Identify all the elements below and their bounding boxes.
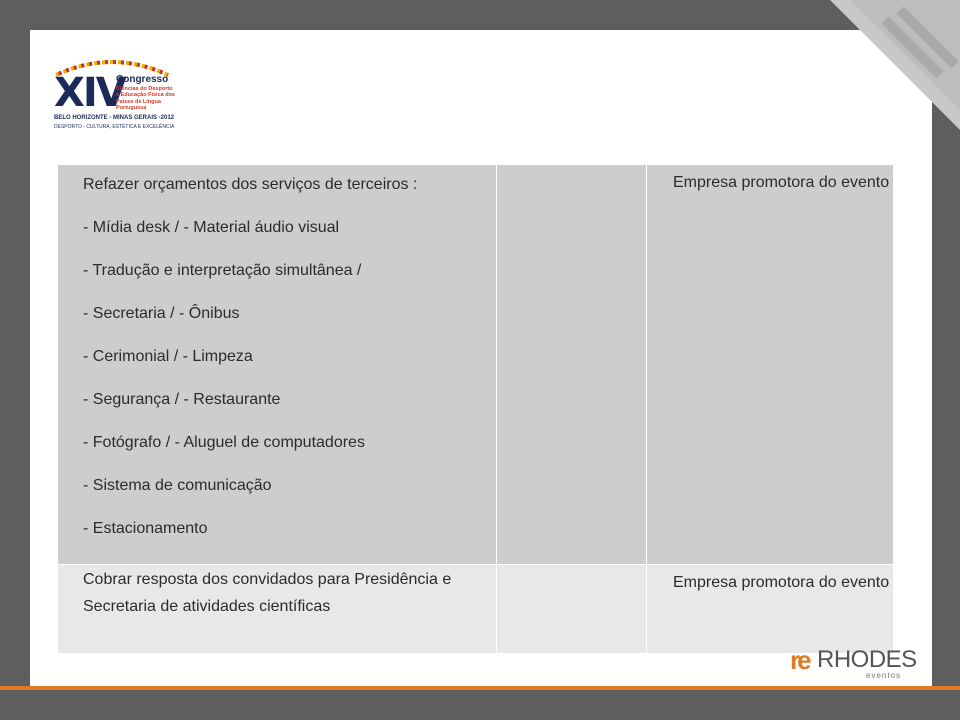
logo-tagline: DESPORTO - CULTURA, ESTÉTICA E EXCELÊNCIA — [54, 124, 175, 130]
rhodes-name: RHODES — [817, 646, 917, 673]
date-cell — [497, 165, 647, 565]
task-line: - Fotógrafo / - Aluguel de computadores — [83, 434, 365, 451]
rhodes-mark: re — [790, 645, 809, 675]
logo-numeral: XIV — [54, 70, 125, 116]
task-cell — [58, 165, 497, 565]
logo-city: BELO HORIZONTE - MINAS GERAIS -2012 — [54, 115, 175, 121]
task-line: - Secretaria / - Ônibus — [83, 305, 240, 322]
task-line: - Tradução e interpretação simultânea / — [83, 262, 362, 279]
task-line: - Mídia desk / - Material áudio visual — [83, 219, 340, 236]
task-line: Refazer orçamentos dos serviços de terceiros : — [83, 176, 418, 193]
rhodes-logo — [790, 645, 920, 685]
task-line: - Sistema de comunicação — [83, 477, 272, 494]
responsible-cell — [647, 165, 894, 565]
accent-band — [0, 686, 960, 690]
congress-logo — [52, 55, 175, 133]
task-line: - Estacionamento — [83, 520, 208, 537]
table-row — [58, 565, 894, 654]
task-table — [57, 164, 894, 654]
responsible-text: Empresa promotora do evento — [673, 574, 890, 591]
date-cell — [497, 565, 647, 654]
task-cell — [58, 565, 497, 654]
table-row — [58, 165, 894, 565]
logo-subtitle: Ciências do Desporto e Educação Física dos Países de Língua Portuguesa — [116, 86, 175, 111]
responsible-text: Empresa promotora do evento — [673, 174, 890, 191]
rhodes-sub: eventos — [866, 671, 902, 680]
task-line: - Segurança / - Restaurante — [83, 391, 281, 408]
task-line: - Cerimonial / - Limpeza — [83, 348, 253, 365]
brand-watermark-icon — [790, 0, 960, 160]
task-line: Cobrar resposta dos convidados para Presidência e Secretaria de atividades científicas — [83, 571, 452, 615]
logo-title: Congresso — [116, 74, 169, 85]
responsible-cell — [647, 565, 894, 654]
